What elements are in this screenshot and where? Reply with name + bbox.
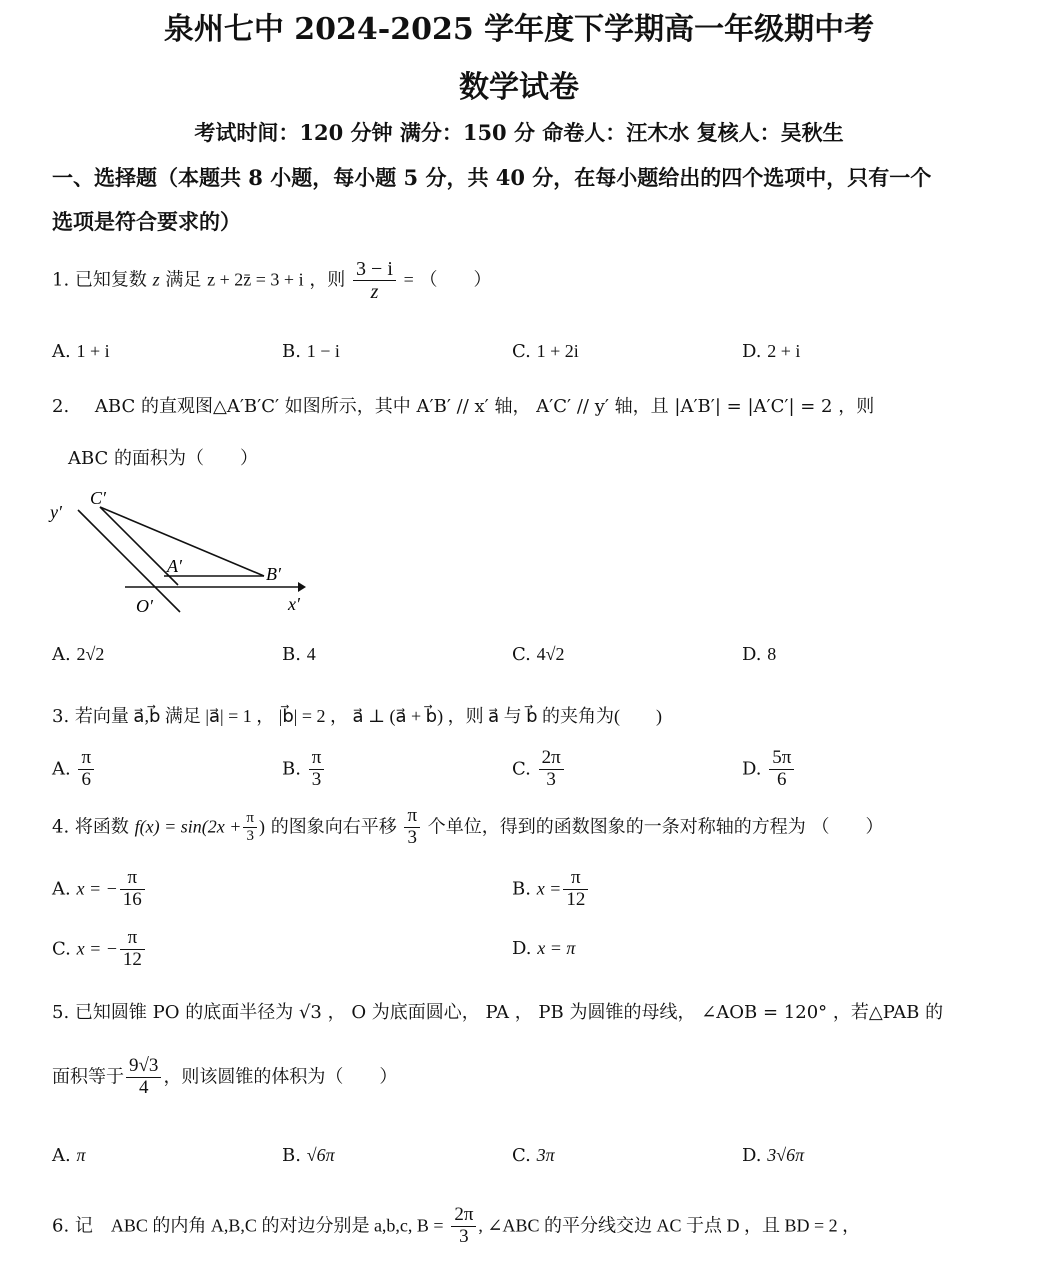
question-number: 4. (52, 816, 70, 838)
question-5-line2: 面积等于 $\frac{9√3}{4}$ ，则该圆锥的体积为（ ） (52, 1055, 398, 1098)
question-3 (52, 702, 662, 728)
question-text: ，则 (309, 269, 346, 291)
fraction: $\frac{\pi}{3}$ (404, 806, 420, 849)
question-number: 5. (52, 1002, 70, 1023)
x-axis-arrow (298, 582, 306, 592)
question-text: 已知圆锥 PO 的底面半径为 √3 ， O 为底面圆心， PA ， PB 为圆锥的母线， ∠AOB = 120° ，若△PAB 的 (74, 1002, 944, 1023)
q3-option-a: A. $\frac{\pi}{6}$ (52, 748, 96, 791)
q3-option-d: D. $\frac{5\pi}{6}$ (742, 748, 796, 791)
math-var: z (152, 269, 160, 290)
q2-option-a: A. 2√2 (52, 644, 105, 665)
question-text: 满足 (165, 269, 202, 291)
fraction-numerator: 3 − i (353, 258, 396, 281)
function-expr: f(x) = sin(2x + (134, 816, 242, 837)
q5-option-b: B. √6π (282, 1145, 335, 1166)
answer-paren: （ ） (811, 816, 884, 838)
y-axis-line (78, 510, 180, 612)
exam-title: 泉州七中 2024-2025 学年度下学期高一年级期中考 (163, 12, 875, 47)
q2-option-b: B. 4 (282, 644, 316, 665)
fraction: $\frac{\pi}{3}$ (243, 810, 257, 844)
section-heading-line2: 选项是符合要求的） (52, 209, 241, 234)
label-c: C′ (90, 488, 106, 508)
question-number: 2. (52, 396, 70, 417)
question-text: 个单位，得到的函数图象的一条对称轴的方程为 (427, 816, 806, 838)
fraction: $\frac{2\pi}{3}$ (451, 1205, 476, 1248)
label-x: x′ (288, 594, 300, 614)
exam-subtitle: 数学试卷 (459, 70, 579, 105)
q4-option-c: C. x = − $\frac{\pi}{12}$ (52, 928, 147, 971)
q4-option-d: D. x = π (512, 938, 576, 959)
q2-option-d: D. 8 (742, 644, 777, 665)
q5-option-a: A. π (52, 1145, 86, 1166)
question-text: , ∠ABC 的平分线交边 AC 于点 D ，且 BD = 2 ， (478, 1215, 861, 1236)
question-text: 的图象向右平移 (270, 816, 397, 838)
question-5 (52, 998, 943, 1024)
question-2 (52, 392, 874, 418)
section-heading-line1: 一、选择题（本题共 8 小题，每小题 5 分，共 40 分，在每小题给出的四个选项中，只有一个 (52, 165, 932, 190)
question-2-line2: ABC 的面积为（ ） (68, 448, 259, 469)
q5-option-c: C. 3π (512, 1145, 555, 1166)
q4-option-b: B. x = $\frac{\pi}{12}$ (512, 868, 590, 911)
q1-option-a: A. 1 + i (52, 341, 110, 362)
oblique-projection-figure (40, 480, 320, 620)
question-1 (52, 258, 492, 303)
q5-option-d: D. 3√6π (742, 1145, 805, 1166)
q4-option-a: A. x = − $\frac{\pi}{16}$ (52, 868, 147, 911)
question-number: 1. (52, 269, 70, 291)
question-text: 若向量 a⃗,b⃗ 满足 |a⃗| = 1 ， |b⃗| = 2 ， a⃗ ⊥ (a⃗ + b⃗) ，则 a⃗ 与 b⃗ 的夹角为( ) (74, 706, 663, 726)
side-c-b (100, 507, 264, 576)
label-o: O′ (136, 596, 153, 616)
label-y: y′ (50, 502, 62, 522)
equals-sign: = (403, 269, 414, 290)
q1-option-c: C. 1 + 2i (512, 341, 579, 362)
question-number: 6. (52, 1215, 70, 1237)
question-4: 4. 将函数 f(x) = sin(2x + $\frac{\pi}{3}$ ) 的图象向右平移 $\frac{\pi}{3}$ 个单位，得到的函数图象的一条对称轴的方程为 （ ） (52, 805, 884, 848)
question-number: 3. (52, 706, 70, 727)
q1-option-b: B. 1 − i (282, 341, 340, 362)
math-condition: z + 2z̄ = 3 + i (207, 269, 304, 290)
label-b: B′ (266, 564, 281, 584)
fraction-denominator: z (370, 281, 379, 303)
q3-option-b: B. $\frac{\pi}{3}$ (282, 748, 326, 791)
fraction: $\frac{9√3}{4}$ (126, 1056, 161, 1099)
question-text: 记 ABC 的内角 A,B,C 的对边分别是 a,b,c, B = (74, 1215, 444, 1236)
question-text: 已知复数 (74, 269, 147, 291)
q2-option-c: C. 4√2 (512, 644, 565, 665)
q1-option-d: D. 2 + i (742, 341, 801, 362)
answer-paren: （ ） (419, 269, 492, 291)
fraction (353, 258, 396, 303)
question-text: 将函数 (74, 816, 129, 838)
label-a: A′ (167, 556, 182, 576)
question-6 (52, 1205, 860, 1248)
question-text: ABC 的直观图△A′B′C′ 如图所示，其中 A′B′ // x′ 轴， A′C′ // y′ 轴，且 |A′B′| = |A′C′| = 2 ，则 (94, 396, 875, 417)
q3-option-c: C. $\frac{2\pi}{3}$ (512, 748, 566, 791)
exam-info: 考试时间：120 分钟 满分：150 分 命卷人：汪木水 复核人：吴秋生 (194, 120, 844, 145)
